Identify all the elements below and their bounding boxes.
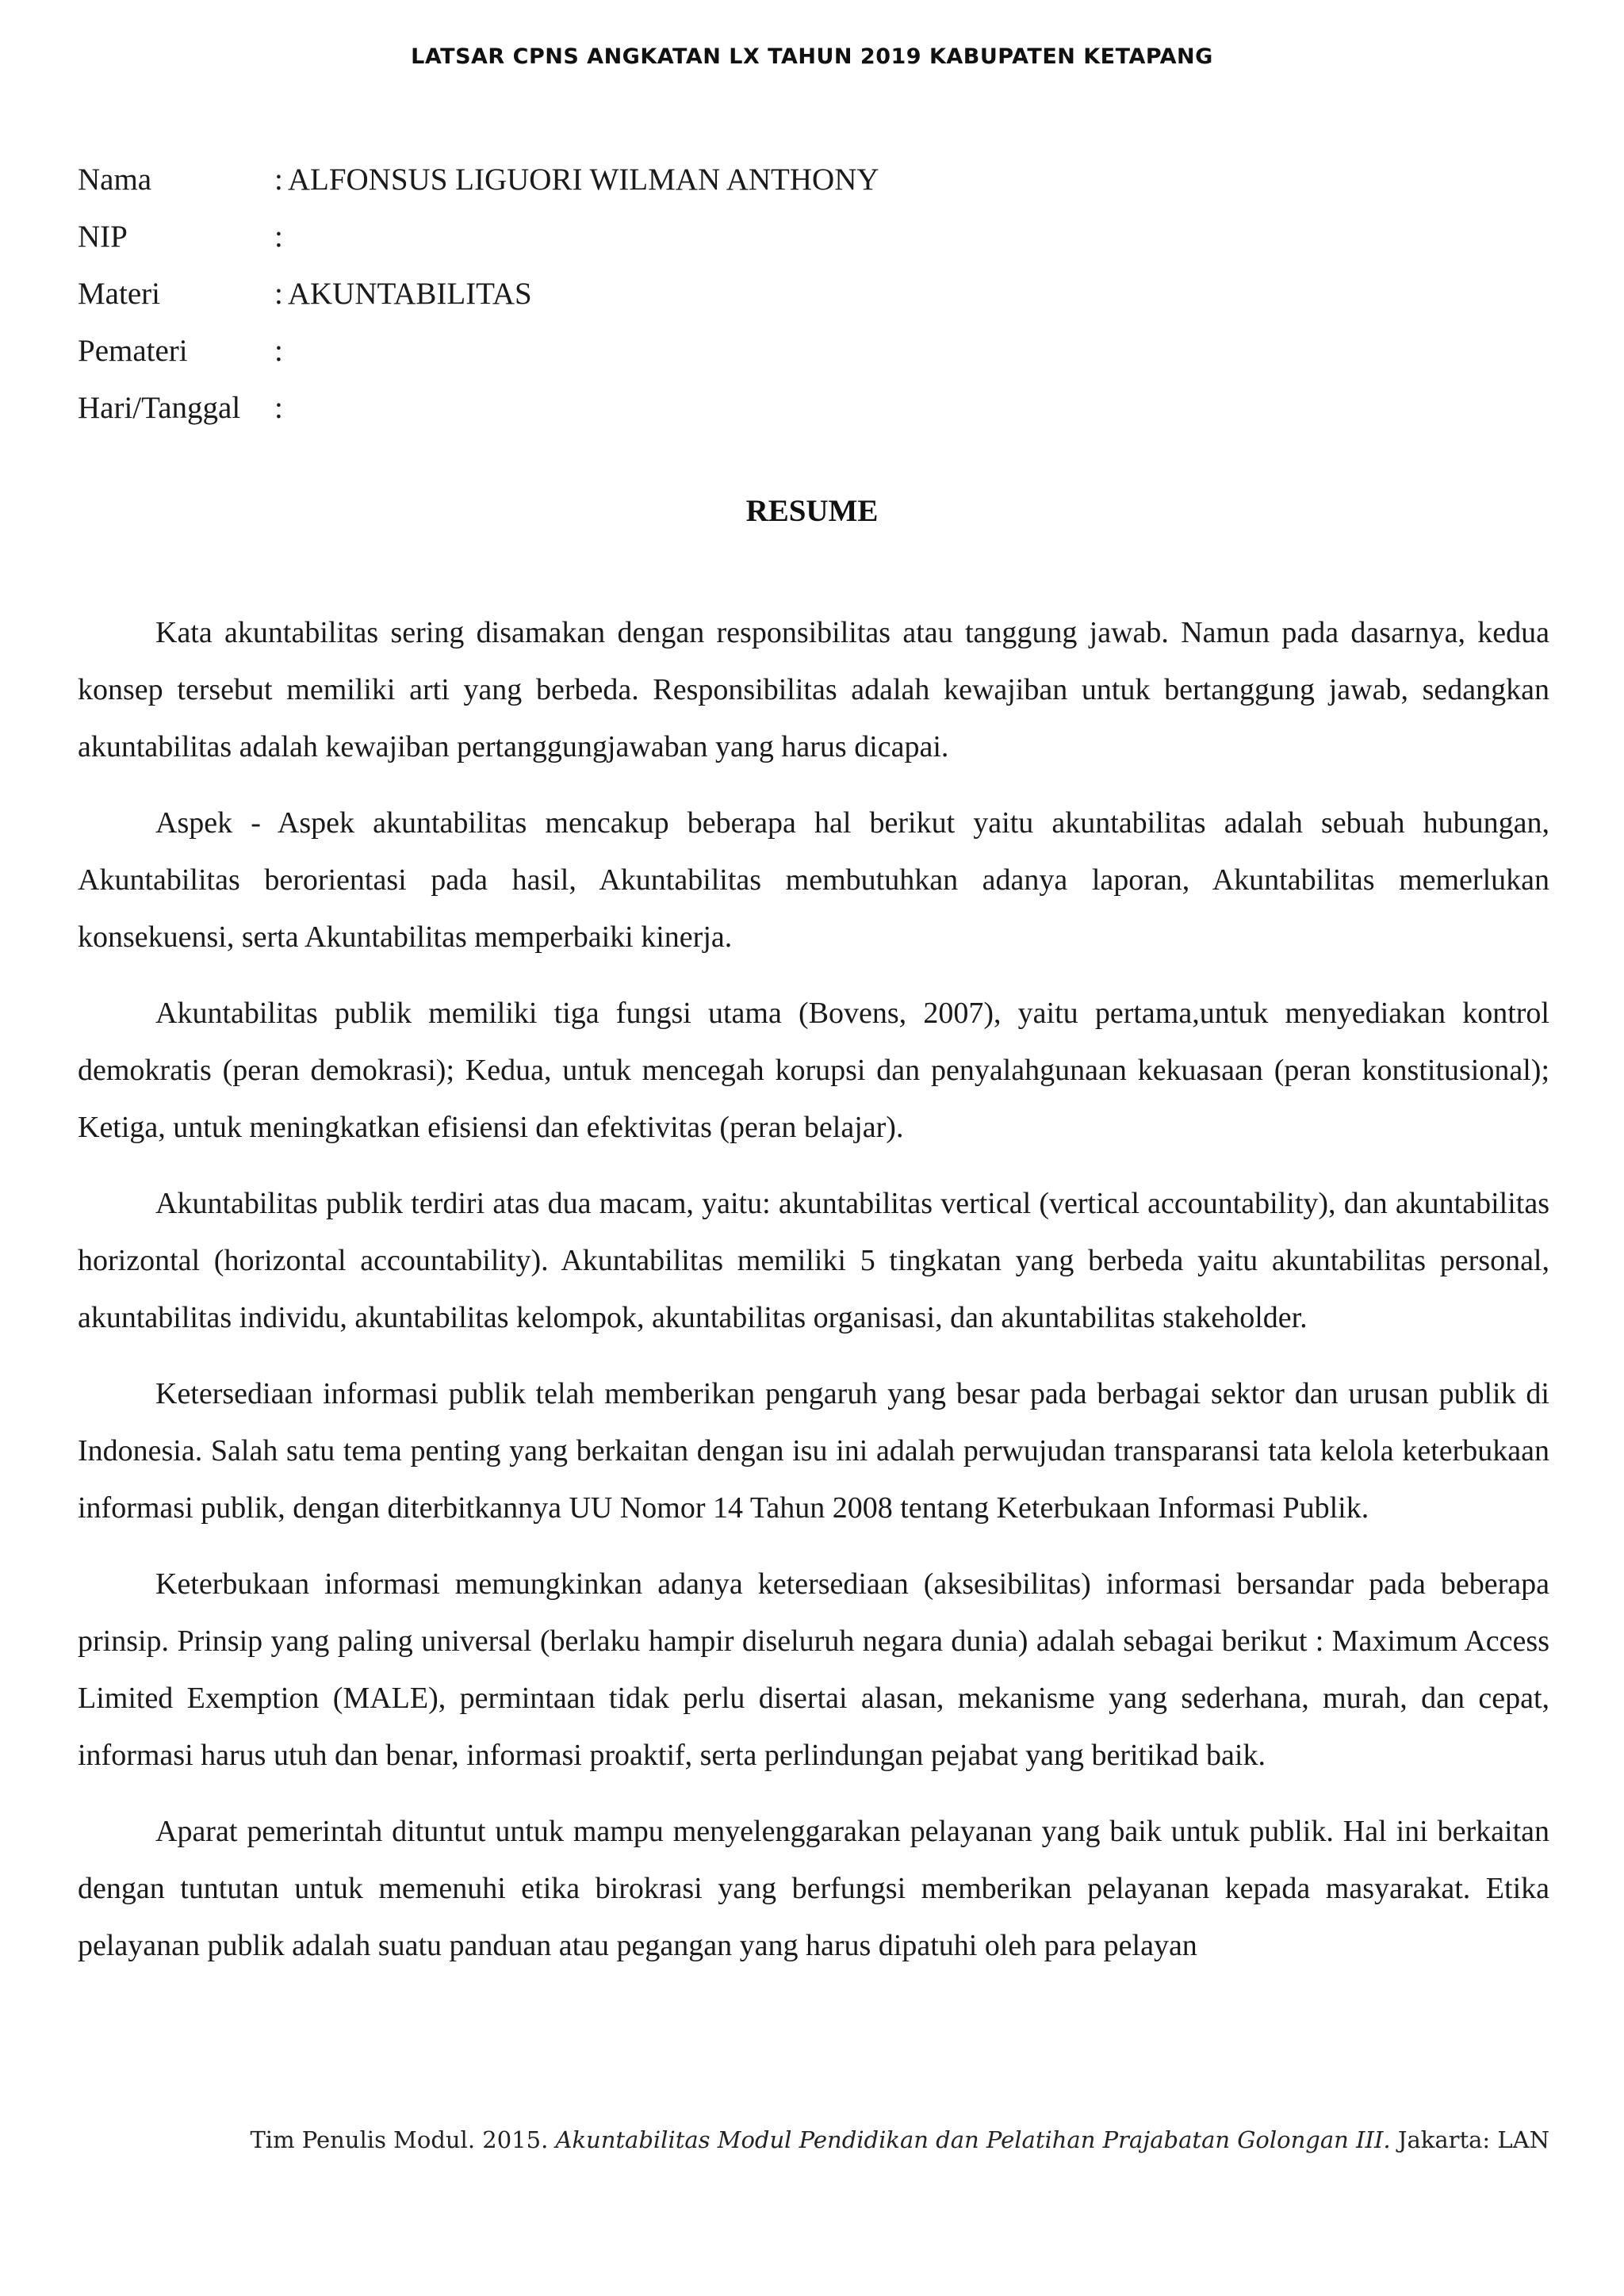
meta-colon: : xyxy=(274,162,283,197)
meta-row-materi xyxy=(78,265,879,322)
footer-citation-title: Akuntabilitas Modul Pendidikan dan Pelatihan Prajabatan Golongan III. xyxy=(555,2126,1391,2153)
meta-colon: : xyxy=(274,219,283,254)
meta-row-pemateri xyxy=(78,322,879,379)
meta-value: ALFONSUS LIGUORI WILMAN ANTHONY xyxy=(287,162,879,197)
footer-citation-suffix: Jakarta: LAN xyxy=(1397,2126,1549,2153)
meta-row-hari-tanggal xyxy=(78,379,879,436)
meta-colon: : xyxy=(274,276,283,311)
meta-row-nip xyxy=(78,208,879,265)
resume-title: RESUME xyxy=(745,494,879,528)
footer-citation xyxy=(250,2126,1549,2153)
paragraph: Kata akuntabilitas sering disamakan dengan responsibilitas atau tanggung jawab. Namun pada dasarnya, kedua konsep tersebut memiliki arti yang berbeda. Responsibilitas adalah kewajiban untuk bertanggung jawab, sedangkan akuntabilitas adalah kewajiban pertanggungjawaban yang harus dicapai. xyxy=(78,616,1549,763)
meta-label: Nama xyxy=(78,162,152,197)
meta-value: AKUNTABILITAS xyxy=(287,276,532,311)
identity-block xyxy=(78,151,879,436)
meta-colon: : xyxy=(274,390,283,425)
paragraph: Akuntabilitas publik terdiri atas dua macam, yaitu: akuntabilitas vertical (vertical accountability), dan akuntabilitas horizontal (horizontal accountability). Akuntabilitas memiliki 5 tingkatan yang berbeda yaitu akuntabilitas personal, akuntabilitas individu, akuntabilitas kelompok, akuntabilitas organisasi, dan akuntabilitas stakeholder. xyxy=(78,1187,1549,1334)
meta-colon: : xyxy=(274,333,283,368)
footer-citation-prefix: Tim Penulis Modul. 2015. xyxy=(250,2126,549,2153)
meta-label: Hari/Tanggal xyxy=(78,390,241,425)
meta-label: Pemateri xyxy=(78,333,188,368)
meta-label: NIP xyxy=(78,219,128,254)
meta-label: Materi xyxy=(78,276,160,311)
resume-body xyxy=(78,604,1549,1993)
meta-row-nama xyxy=(78,151,879,208)
header-title: LATSAR CPNS ANGKATAN LX TAHUN 2019 KABUPATEN KETAPANG xyxy=(411,44,1213,69)
paragraph: Ketersediaan informasi publik telah memberikan pengaruh yang besar pada berbagai sektor dan urusan publik di Indonesia. Salah satu tema penting yang berkaitan dengan isu ini adalah perwujudan transparansi tata kelola keterbukaan informasi publik, dengan diterbitkannya UU Nomor 14 Tahun 2008 tentang Keterbukaan Informasi Publik. xyxy=(78,1377,1549,1525)
paragraph: Aspek - Aspek akuntabilitas mencakup beberapa hal berikut yaitu akuntabilitas adalah sebuah hubungan, Akuntabilitas berorientasi pada hasil, Akuntabilitas membutuhkan adanya laporan, Akuntabilitas memerlukan konsekuensi, serta Akuntabilitas memperbaiki kinerja. xyxy=(78,806,1549,954)
paragraph: Akuntabilitas publik memiliki tiga fungsi utama (Bovens, 2007), yaitu pertama,untuk menyediakan kontrol demokratis (peran demokrasi); Kedua, untuk mencegah korupsi dan penyalahgunaan kekuasaan (peran konstitusional); Ketiga, untuk meningkatkan efisiensi dan efektivitas (peran belajar). xyxy=(78,997,1549,1144)
paragraph: Keterbukaan informasi memungkinkan adanya ketersediaan (aksesibilitas) informasi bersandar pada beberapa prinsip. Prinsip yang paling universal (berlaku hampir diseluruh negara dunia) adalah sebagai berikut : Maximum Access Limited Exemption (MALE), permintaan tidak perlu disertai alasan, mekanisme yang sederhana, murah, dan cepat, informasi harus utuh dan benar, informasi proaktif, serta perlindungan pejabat yang beritikad baik. xyxy=(78,1567,1549,1772)
paragraph: Aparat pemerintah dituntut untuk mampu menyelenggarakan pelayanan yang baik untuk publik. Hal ini berkaitan dengan tuntutan untuk memenuhi etika birokrasi yang berfungsi memberikan pelayanan kepada masyarakat. Etika pelayanan publik adalah suatu panduan atau pegangan yang harus dipatuhi oleh para pelayan xyxy=(78,1815,1549,1962)
